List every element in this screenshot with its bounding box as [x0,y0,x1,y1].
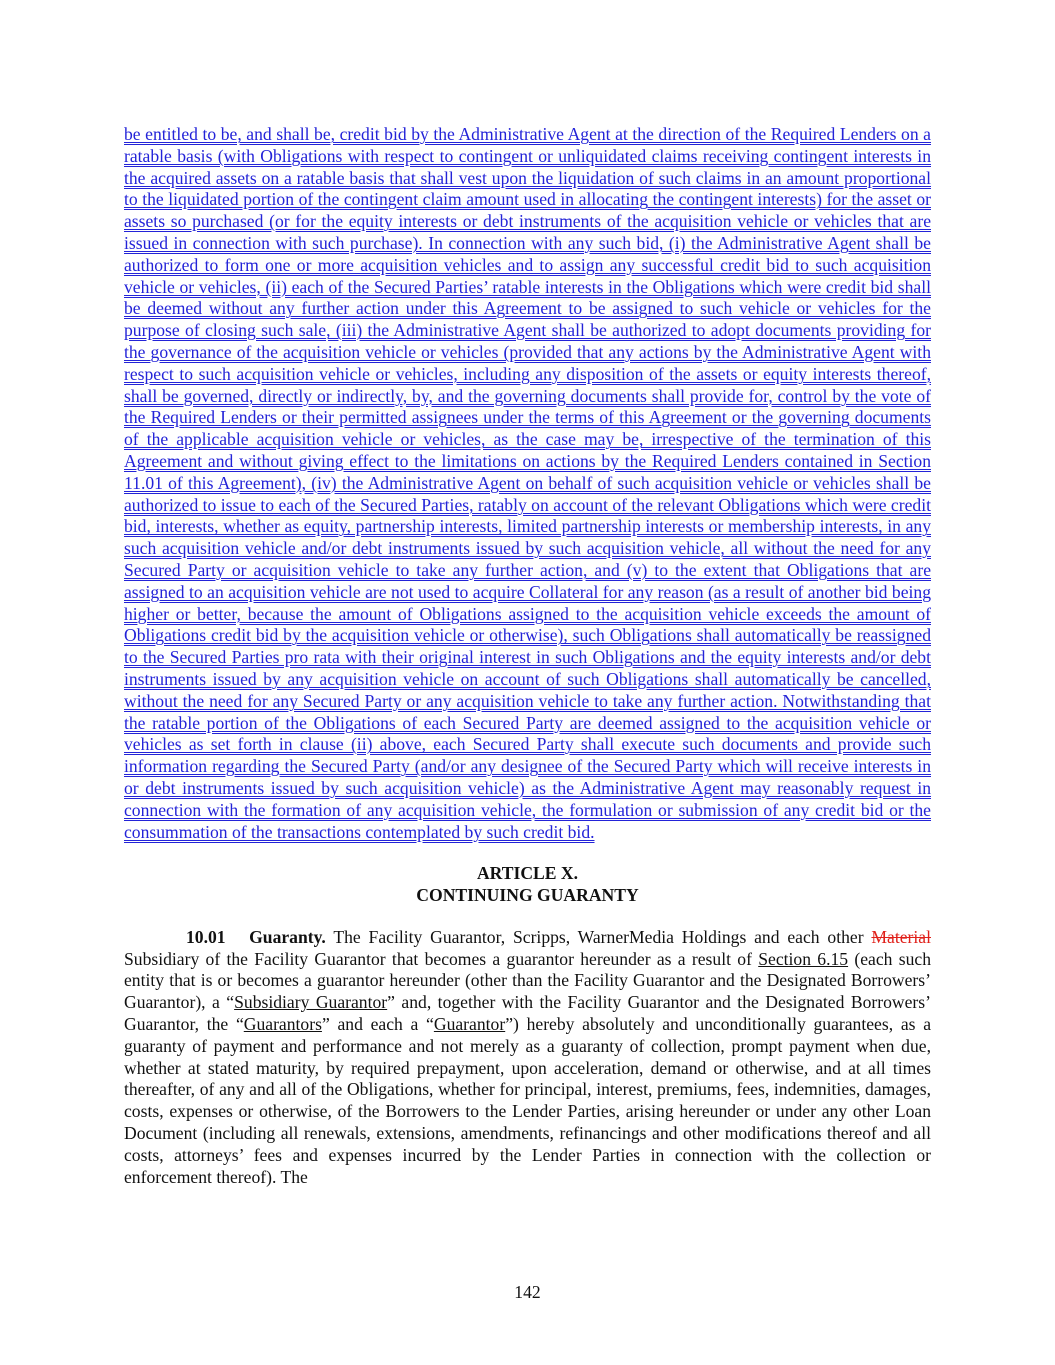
defined-term-guarantor: Guarantor [433,1014,506,1035]
defined-term-guarantors: Guarantors [243,1014,322,1035]
section-text-4: ” and, together with the Facility Guarantor and the Designated Borrowers’ Guarantor, the “ [124,992,931,1035]
section-text-3: (each such entity that is or becomes a guarantor hereunder (other than the Facility Guarantor and the Designated Borrowers’ Guarantor), a “ [124,948,931,1013]
section-number: 10.01 [186,926,226,947]
section-text-2: Subsidiary of the Facility Guarantor that becomes a guarantor hereunder as a result of [124,948,759,969]
section-text-5: ” and each a “ [321,1014,434,1035]
article-heading [124,863,931,907]
document-page [124,124,931,1188]
section-6-15-reference: Section 6.15 [758,948,849,969]
article-title: CONTINUING GUARANTY [416,885,639,906]
section-10-01-paragraph [124,927,931,1189]
deleted-word-material: Material [871,926,931,947]
inserted-credit-bid-paragraph: be entitled to be, and shall be, credit bid by the Administrative Agent at the direction of the Required Lenders on a ratable basis (with Obligations with respect to contingent or unliquidated claims receiving contingent interests in the acquired assets on a ratable basis that shall vest upon the liquidation of such claims in an amount proportional to the liquidated portion of the contingent claim amount used in allocating the contingent interests) for the asset or assets so purchased (or for the equity interests or debt instruments of the acquisition vehicle or vehicles that are issued in connection with such purchase). In connection with any such bid, (i) the Administrative Agent shall be authorized to form one or more acquisition vehicles and to assign any successful credit bid to such acquisition vehicle or vehicles, (ii) each of the Secured Parties’ ratable interests in the Obligations which were credit bid shall be deemed without any further action under this Agreement to be assigned to such vehicle or vehicles for the purpose of closing such sale, (iii) the Administrative Agent shall be authorized to adopt documents providing for the governance of the acquisition vehicle or vehicles (provided that any actions by the Administrative Agent with respect to such acquisition vehicle or vehicles, including any disposition of the assets or equity interests thereof, shall be governed, directly or indirectly, by, and the governing documents shall provide for, control by the vote of the Required Lenders or their permitted assignees under the terms of this Agreement or the governing documents of the applicable acquisition vehicle or vehicles, as the case may be, irrespective of the termination of this Agreement and without giving effect to the limitations on actions by the Required Lenders contained in Section 11.01 of this Agreement), (iv) the Administrative Agent on behalf of such acquisition vehicle or vehicles shall be authorized to issue to each of the Secured Parties, ratably on account of the relevant Obligations which were credit bid, interests, whether as equity, partnership interests, limited partnership interests or membership interests, in any such acquisition vehicle and/or debt instruments issued by such acquisition vehicle, all without the need for any Secured Party or acquisition vehicle to take any further action, and (v) to the extent that Obligations that are assigned to an acquisition vehicle are not used to acquire Collateral for any reason (as a result of another bid being higher or better, because the amount of Obligations assigned to the acquisition vehicle exceeds the amount of Obligations credit bid by the acquisition vehicle or otherwise), such Obligations shall automatically be reassigned to the Secured Parties pro rata with their original interest in such Obligations and the equity interests and/or debt instruments issued by any acquisition vehicle on account of such Obligations shall automatically be cancelled, without the need for any Secured Party or any acquisition vehicle to take any further action. Notwithstanding that the ratable portion of the Obligations of each Secured Party are deemed assigned to the acquisition vehicle or vehicles as set forth in clause (ii) above, each Secured Party shall execute such documents and provide such information regarding the Secured Party (and/or any designee of the Secured Party which will receive interests in or debt instruments issued by such acquisition vehicle) as the Administrative Agent may reasonably request in connection with the formation of any acquisition vehicle, the formulation or submission of any credit bid or the consummation of the transactions contemplated by such credit bid. [124,124,931,842]
article-number: ARTICLE X. [476,863,579,884]
section-text-1: The Facility Guarantor, Scripps, WarnerMedia Holdings and each other [325,926,872,947]
defined-term-subsidiary-guarantor: Subsidiary Guarantor [234,992,388,1013]
page-number: 142 [514,1282,541,1302]
section-title: Guaranty. [249,926,326,947]
section-text-6: ”) hereby absolutely and unconditionally guarantees, as a guaranty of payment and performance and not merely as a guaranty of collection, prompt payment when due, whether at stated maturity, by required prepayment, upon acceleration, demand or otherwise, and at all times thereafter, of any and all of the Obligations, whether for principal, interest, premiums, fees, indemnities, damages, costs, expenses or otherwise, of the Borrowers to the Lender Parties, arising hereunder or under any other Loan Document (including all renewals, extensions, amendments, refinancings and other modifications thereof and all costs, attorneys’ fees and expenses incurred by the Lender Parties in connection with the collection or enforcement thereof). The [124,1014,932,1187]
